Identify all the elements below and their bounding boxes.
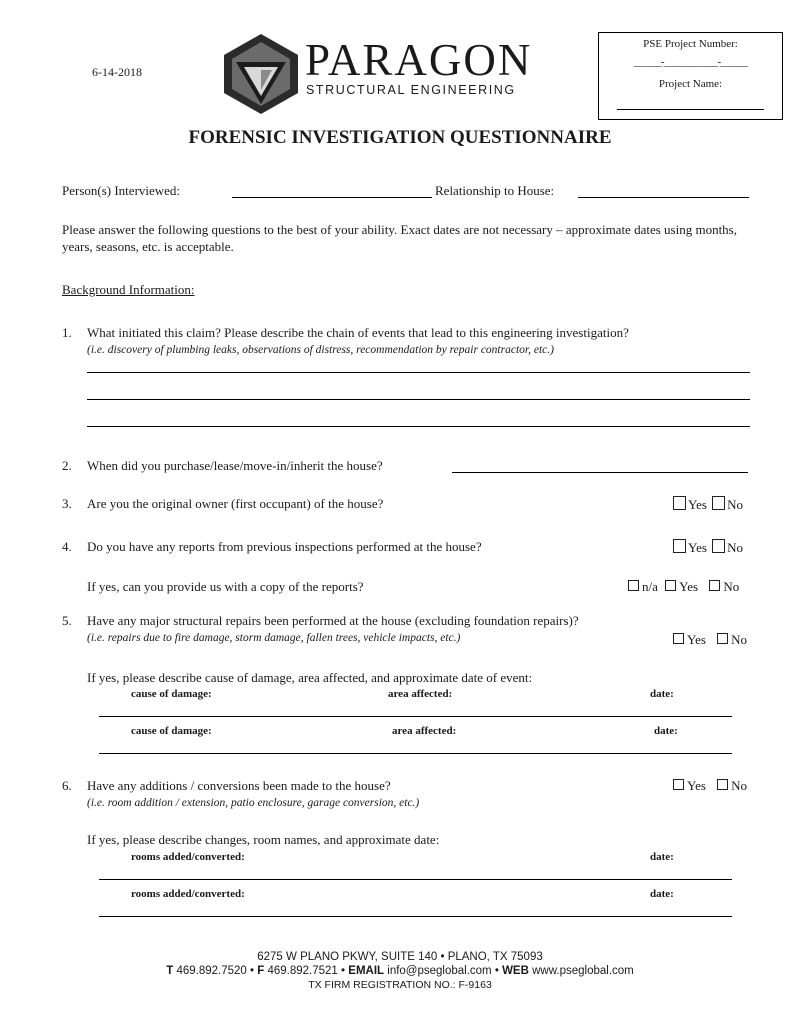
- q1-answer-line-1[interactable]: [87, 372, 750, 373]
- q5-text: Have any major structural repairs been performed at the house (excluding foundation repairs)?: [87, 613, 579, 628]
- q2-text: When did you purchase/lease/move-in/inherit the house?: [87, 458, 383, 473]
- footer-contact: [0, 964, 800, 978]
- fax-number: 469.892.7521: [267, 965, 338, 977]
- q6-date-label-1: date:: [650, 851, 674, 863]
- q4-no-label: No: [727, 540, 744, 555]
- relationship-field[interactable]: [578, 197, 749, 198]
- q6-no-label: No: [731, 778, 748, 793]
- q3-number: 3.: [62, 496, 72, 511]
- q6-number: 6.: [62, 778, 72, 793]
- q1-answer-line-2[interactable]: [87, 399, 750, 400]
- footer-registration: TX FIRM REGISTRATION NO.: F-9163: [308, 979, 492, 991]
- q1-text: What initiated this claim? Please describe the chain of events that lead to this engineering investigation?: [87, 325, 629, 340]
- q6-hint: (i.e. room addition / extension, patio enclosure, garage conversion, etc.): [87, 797, 420, 809]
- q6-rooms-label-2: rooms added/converted:: [131, 888, 245, 900]
- q6-yes-label: Yes: [687, 778, 706, 793]
- q6-entry-line-1[interactable]: [99, 879, 732, 880]
- q6-no-checkbox[interactable]: [717, 779, 728, 790]
- page-title: FORENSIC INVESTIGATION QUESTIONNAIRE: [188, 127, 612, 148]
- q3-no-checkbox[interactable]: [712, 496, 725, 510]
- project-name-label: Project Name:: [658, 78, 723, 90]
- project-number-field[interactable]: ______-____________-______: [633, 56, 748, 68]
- project-name-field[interactable]: [617, 109, 764, 110]
- fax-label: F: [257, 965, 265, 977]
- q4-na-label: n/a: [642, 579, 658, 594]
- q6-rooms-label-1: rooms added/converted:: [131, 851, 245, 863]
- q5-cause-label-2: cause of damage:: [131, 725, 212, 737]
- q6-date-label-2: date:: [650, 888, 674, 900]
- company-name: PARAGON: [305, 35, 533, 85]
- q5-number: 5.: [62, 613, 72, 628]
- q3-text: Are you the original owner (first occupant) of the house?: [87, 496, 384, 511]
- q1-number: 1.: [62, 325, 72, 340]
- q4-copy-yes-label: Yes: [679, 579, 699, 594]
- document-date: 6-14-2018: [92, 65, 142, 79]
- q3-no-label: No: [727, 497, 744, 512]
- q6-entry-line-2[interactable]: [99, 916, 732, 917]
- q6-text: Have any additions / conversions been made to the house?: [87, 778, 391, 793]
- web-link[interactable]: www.pseglobal.com: [532, 965, 634, 977]
- q4-copy-yes-checkbox[interactable]: [665, 580, 676, 591]
- phone-number: 469.892.7520: [176, 965, 247, 977]
- project-number-label: PSE Project Number:: [643, 38, 738, 50]
- footer-bullet: •: [341, 965, 346, 977]
- persons-interviewed-field[interactable]: [232, 197, 432, 198]
- q4-text: Do you have any reports from previous inspections performed at the house?: [87, 539, 482, 554]
- section-heading: Background Information:: [62, 282, 195, 297]
- web-label: WEB: [502, 965, 529, 977]
- project-info-box: [598, 32, 783, 120]
- footer-address: 6275 W PLANO PKWY, SUITE 140 • PLANO, TX 75093: [257, 951, 543, 963]
- q5-entry-line-2[interactable]: [99, 753, 732, 754]
- q3-yes-label: Yes: [688, 497, 707, 512]
- q5-yes-label: Yes: [687, 632, 706, 647]
- q5-hint: (i.e. repairs due to fire damage, storm damage, fallen trees, vehicle impacts, etc.): [87, 632, 461, 644]
- q4-copy-no-checkbox[interactable]: [709, 580, 720, 591]
- q1-hint: (i.e. discovery of plumbing leaks, observations of distress, recommendation by repair contractor, etc.): [87, 344, 554, 356]
- q1-answer-line-3[interactable]: [87, 426, 750, 427]
- q5-entry-line-1[interactable]: [99, 716, 732, 717]
- q6-yes-checkbox[interactable]: [673, 779, 684, 790]
- q2-answer-line[interactable]: [452, 472, 748, 473]
- q5-area-label-2: area affected:: [392, 725, 457, 737]
- q4-yes-label: Yes: [688, 540, 707, 555]
- q4-yes-checkbox[interactable]: [673, 539, 686, 553]
- q4-options: [673, 539, 743, 556]
- q5-options: [673, 632, 747, 648]
- phone-label: T: [166, 965, 174, 977]
- q4-na-checkbox[interactable]: [628, 580, 639, 591]
- relationship-label: Relationship to House:: [435, 183, 555, 198]
- footer-bullet: •: [250, 965, 255, 977]
- q4-no-checkbox[interactable]: [712, 539, 725, 553]
- q4-followup-options: [628, 579, 739, 595]
- email-link[interactable]: info@pseglobal.com: [387, 965, 492, 977]
- paragon-logo-icon: [222, 32, 300, 116]
- q4-number: 4.: [62, 539, 72, 554]
- q6-followup: If yes, please describe changes, room names, and approximate date:: [87, 832, 440, 847]
- persons-interviewed-label: Person(s) Interviewed:: [62, 183, 181, 198]
- q5-date-label-2: date:: [654, 725, 678, 737]
- q5-yes-checkbox[interactable]: [673, 633, 684, 644]
- footer-bullet: •: [494, 965, 499, 977]
- q5-cause-label-1: cause of damage:: [131, 688, 212, 700]
- instructions-text: Please answer the following questions to the best of your ability. Exact dates are not necessary – approximate dates using months, years, seasons, etc. is acceptable.: [62, 222, 737, 254]
- q5-no-checkbox[interactable]: [717, 633, 728, 644]
- company-subtitle: STRUCTURAL ENGINEERING: [306, 83, 516, 97]
- q4-copy-no-label: No: [723, 579, 740, 594]
- q5-no-label: No: [731, 632, 748, 647]
- q6-options: [673, 778, 747, 794]
- email-label: EMAIL: [348, 965, 385, 977]
- q5-date-label-1: date:: [650, 688, 674, 700]
- q4-followup: If yes, can you provide us with a copy of the reports?: [87, 579, 364, 594]
- q3-yes-checkbox[interactable]: [673, 496, 686, 510]
- q5-followup: If yes, please describe cause of damage, area affected, and approximate date of event:: [87, 670, 533, 685]
- q5-area-label-1: area affected:: [388, 688, 453, 700]
- q3-options: [673, 496, 743, 513]
- q2-number: 2.: [62, 458, 72, 473]
